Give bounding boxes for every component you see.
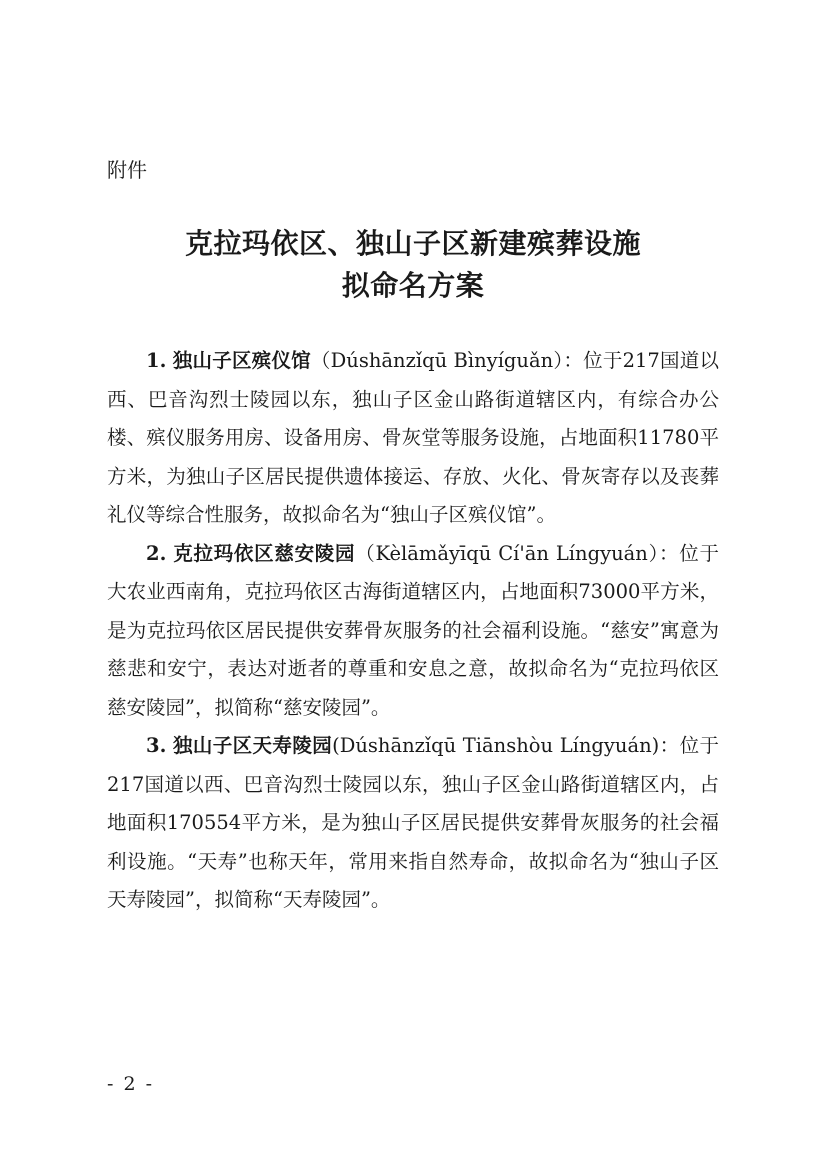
title-line-2: 拟命名方案 — [341, 269, 485, 302]
item-text: 位于217国道以西、巴音沟烈士陵园以东，独山子区金山路街道辖区内，占地面积170554平方米，是为独山子区居民提供安葬骨灰服务的社会福利设施。“天寿”也称天年，常用来指自然寿命，故拟命名为“独山子区天寿陵园”，拟简称“天寿陵园”。 — [107, 734, 719, 911]
item-pinyin: （Kèlāmǎyīqū Cí'ān Língyuán）： — [355, 541, 680, 565]
item-pinyin: (Dúshānzǐqū Tiānshòu Língyuán)： — [332, 734, 680, 757]
item-paragraph-2 — [107, 535, 719, 728]
item-paragraph-1 — [107, 342, 719, 535]
item-number: 2. — [146, 541, 167, 565]
item-paragraph-3 — [107, 727, 719, 920]
document-title — [0, 223, 826, 307]
attachment-label: 附件 — [107, 158, 147, 182]
item-number: 1. — [146, 349, 167, 372]
item-name: 独山子区天寿陵园 — [172, 734, 333, 757]
title-line-1: 克拉玛依区、独山子区新建殡葬设施 — [184, 227, 641, 260]
item-pinyin: （Dúshānzǐqū Bìnyíguǎn）： — [310, 349, 584, 372]
item-text: 位于217国道以西、巴音沟烈士陵园以东，独山子区金山路街道辖区内，有综合办公楼、殡仪服务用房、设备用房、骨灰堂等服务设施，占地面积11780平方米，为独山子区居民提供遗体接运、存放、火化、骨灰寄存以及丧葬礼仪等综合性服务，故拟命名为“独山子区殡仪馆”。 — [107, 349, 719, 526]
item-text: 位于大农业西南角，克拉玛依区古海街道辖区内，占地面积73000平方米，是为克拉玛依区居民提供安葬骨灰服务的社会福利设施。“慈安”寓意为慈悲和安宁，表达对逝者的尊重和安息之意，故拟命名为“克拉玛依区慈安陵园”，拟简称“慈安陵园”。 — [107, 541, 719, 719]
item-name: 独山子区殡仪馆 — [172, 349, 311, 372]
item-number: 3. — [146, 734, 167, 757]
document-body — [107, 342, 719, 920]
item-name: 克拉玛依区慈安陵园 — [173, 541, 356, 565]
page-number: - 2 - — [107, 1073, 155, 1095]
